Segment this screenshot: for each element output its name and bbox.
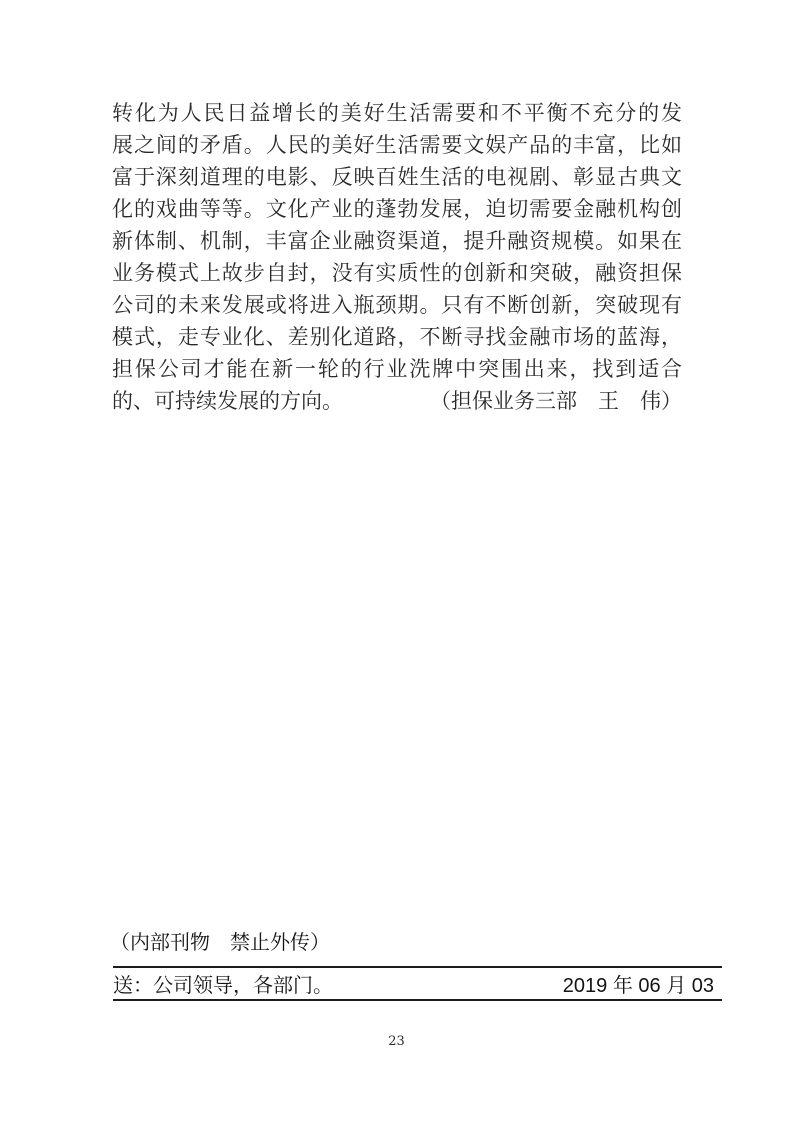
article-line: 公司的未来发展或将进入瓶颈期。只有不断创新，突破现有 — [112, 293, 682, 317]
article-line: 业务模式上故步自封，没有实质性的创新和突破，融资担保 — [112, 261, 682, 285]
article-last-line-text: 的、可持续发展的方向。 — [112, 389, 343, 413]
separator-line-bottom — [113, 999, 722, 1001]
article-line: 担保公司才能在新一轮的行业洗牌中突围出来，找到适合 — [112, 357, 682, 381]
article-attribution: （担保业务三部 王 伟） — [430, 389, 682, 413]
distribution-row — [113, 968, 722, 999]
article-line: 富于深刻道理的电影、反映百姓生活的电视剧、彰显古典文 — [112, 165, 682, 189]
issue-date: 2019 年 06 月 03 — [562, 975, 714, 997]
article-line: 化的戏曲等等。文化产业的蓬勃发展，迫切需要金融机构创 — [112, 197, 682, 221]
article-last-line — [112, 385, 682, 417]
article-line: 转化为人民日益增长的美好生活需要和不平衡不充分的发 — [112, 101, 682, 125]
internal-publication-notice: （内部刊物 禁止外传） — [110, 932, 330, 954]
page-number: 23 — [388, 1034, 405, 1049]
distribution-text: 送：公司领导，各部门。 — [113, 975, 333, 997]
article-line: 新体制、机制，丰富企业融资渠道，提升融资规模。如果在 — [112, 229, 682, 253]
article-line: 展之间的矛盾。人民的美好生活需要文娱产品的丰富，比如 — [112, 133, 682, 157]
article-body — [112, 97, 682, 417]
article-line: 模式，走专业化、差别化道路，不断寻找金融市场的蓝海， — [112, 325, 682, 349]
